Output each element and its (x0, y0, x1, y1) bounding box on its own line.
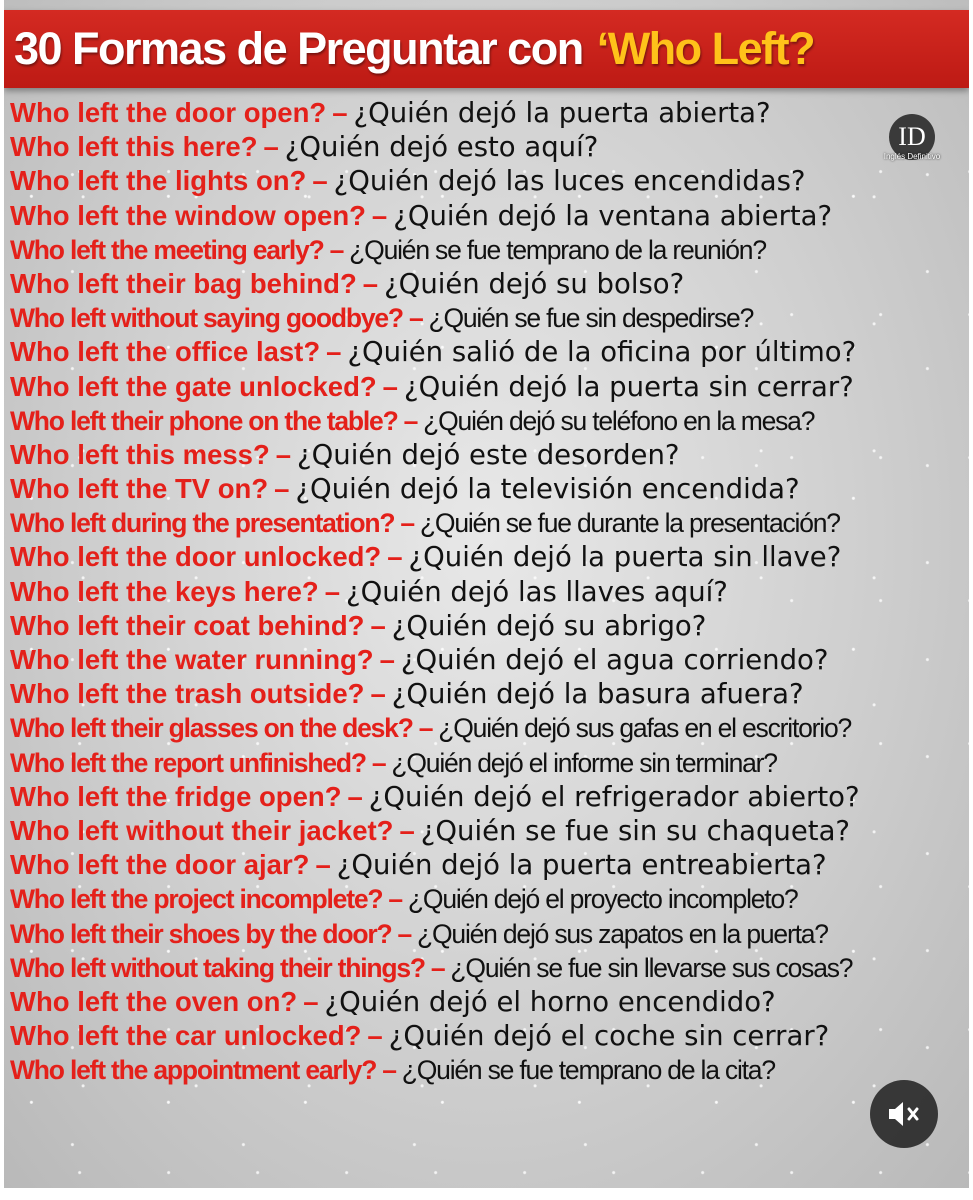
list-item (10, 985, 965, 1019)
english-phrase: Who left without their jacket? (10, 814, 394, 846)
separator-dash: – (315, 849, 331, 881)
english-phrase: Who left the trash outside? (10, 678, 365, 710)
list-item (10, 438, 965, 472)
separator-dash: – (347, 780, 363, 812)
list-item (10, 1019, 965, 1053)
list-item (10, 575, 965, 609)
page-title: 30 Formas de Preguntar con (14, 23, 583, 74)
separator-dash: – (332, 97, 348, 128)
separator-dash: – (312, 165, 328, 197)
english-phrase: Who left the office last? (10, 336, 321, 368)
list-item (10, 917, 965, 951)
separator-dash: – (329, 234, 344, 265)
spanish-translation: ¿Quién dejó las luces encendidas? (333, 165, 806, 198)
phrase-list (10, 96, 965, 1087)
list-item (10, 96, 965, 130)
title-banner (4, 10, 969, 88)
english-phrase: Who left their coat behind? (10, 609, 365, 641)
spanish-translation: ¿Quién se fue sin despedirse? (428, 303, 754, 334)
spanish-translation: ¿Quién se fue sin su chaqueta? (420, 814, 851, 847)
list-item (10, 814, 965, 848)
separator-dash: – (274, 473, 290, 505)
spanish-translation: ¿Quién dejó el coche sin cerrar? (388, 1020, 830, 1053)
english-phrase: Who left the fridge open? (10, 780, 342, 812)
spanish-translation: ¿Quién se fue durante la presentación? (419, 508, 840, 539)
list-item (10, 643, 965, 677)
english-phrase: Who left the car unlocked? (10, 1020, 362, 1052)
english-phrase: Who left the lights on? (10, 165, 307, 197)
separator-dash: – (263, 131, 279, 163)
spanish-translation: ¿Quién dejó la puerta sin llave? (408, 541, 842, 574)
spanish-translation: ¿Quién dejó su teléfono en la mesa? (423, 405, 815, 436)
spanish-translation: ¿Quién dejó la ventana abierta? (393, 199, 833, 232)
list-item (10, 335, 965, 369)
english-phrase: Who left the door ajar? (10, 849, 310, 881)
english-phrase: Who left the keys here? (10, 575, 319, 607)
list-item (10, 199, 965, 233)
list-item (10, 130, 965, 164)
separator-dash: – (430, 952, 445, 983)
separator-dash: – (418, 713, 433, 744)
infographic-card (4, 0, 969, 1188)
spanish-translation: ¿Quién dejó sus gafas en el escritorio? (438, 713, 852, 744)
spanish-translation: ¿Quién se fue sin llevarse sus cosas? (450, 952, 853, 983)
separator-dash: – (399, 814, 415, 846)
spanish-translation: ¿Quién dejó la puerta entreabierta? (336, 849, 827, 882)
english-phrase: Who left the door open? (10, 97, 327, 128)
list-item (10, 609, 965, 643)
english-phrase: Who left the water running? (10, 644, 374, 675)
separator-dash: – (408, 303, 423, 334)
separator-dash: – (379, 644, 395, 675)
separator-dash: – (403, 405, 418, 436)
separator-dash: – (382, 370, 398, 402)
separator-dash: – (367, 1020, 383, 1052)
separator-dash: – (324, 575, 340, 607)
english-phrase: Who left their glasses on the desk? (10, 713, 413, 744)
list-item (10, 677, 965, 711)
spanish-translation: ¿Quién salió de la oficina por último? (347, 336, 857, 369)
spanish-translation: ¿Quién dejó la puerta sin cerrar? (403, 370, 854, 403)
english-phrase: Who left the TV on? (10, 473, 269, 505)
list-item (10, 780, 965, 814)
english-phrase: Who left the meeting early? (10, 234, 324, 265)
spanish-translation: ¿Quién dejó las llaves aquí? (345, 575, 728, 608)
list-item (10, 848, 965, 882)
english-phrase: Who left the report unfinished? (10, 747, 366, 778)
separator-dash: – (388, 884, 402, 915)
spanish-translation: ¿Quién dejó la puerta abierta? (353, 97, 771, 129)
english-phrase: Who left the gate unlocked? (10, 370, 377, 402)
english-phrase: Who left the oven on? (10, 985, 298, 1017)
list-item (10, 267, 965, 301)
spanish-translation: ¿Quién dejó su abrigo? (391, 609, 707, 642)
list-item (10, 164, 965, 198)
spanish-translation: ¿Quién dejó el agua corriendo? (400, 644, 829, 676)
page-title-accent: ‘Who Left? (596, 23, 815, 74)
mute-button[interactable] (870, 1080, 938, 1148)
spanish-translation: ¿Quién dejó la basura afuera? (391, 678, 804, 711)
english-phrase: Who left the appointment early? (10, 1055, 377, 1086)
english-phrase: Who left the project incomplete? (10, 884, 383, 915)
english-phrase: Who left their shoes by the door? (10, 918, 392, 949)
spanish-translation: ¿Quién dejó la televisión encendida? (295, 473, 800, 506)
spanish-translation: ¿Quién dejó esto aquí? (284, 131, 599, 164)
english-phrase: Who left without taking their things? (10, 952, 425, 983)
list-item (10, 472, 965, 506)
list-item (10, 711, 965, 745)
english-phrase: Who left this mess? (10, 438, 270, 470)
list-item (10, 301, 965, 335)
list-item (10, 540, 965, 574)
list-item (10, 882, 965, 916)
spanish-translation: ¿Quién dejó el proyecto incompleto? (407, 884, 798, 915)
separator-dash: – (275, 438, 292, 470)
separator-dash: – (400, 508, 414, 539)
spanish-translation: ¿Quién dejó el refrigerador abierto? (368, 780, 860, 813)
logo-subtitle: Inglés Definitivo (883, 152, 941, 161)
brand-logo (876, 114, 948, 166)
english-phrase: Who left this here? (10, 131, 258, 163)
spanish-translation: ¿Quién dejó este desorden? (297, 438, 680, 471)
separator-dash: – (371, 747, 386, 778)
english-phrase: Who left the door unlocked? (10, 541, 382, 573)
separator-dash: – (362, 267, 379, 299)
spanish-translation: ¿Quién se fue temprano de la reunión? (349, 234, 766, 265)
list-item (10, 951, 965, 985)
english-phrase: Who left their phone on the table? (10, 405, 398, 436)
spanish-translation: ¿Quién se fue temprano de la cita? (401, 1055, 775, 1086)
separator-dash: – (370, 609, 386, 641)
english-phrase: Who left during the presentation? (10, 508, 395, 539)
separator-dash: – (370, 678, 386, 710)
list-item (10, 1053, 965, 1087)
logo-initials: ID (889, 114, 935, 160)
english-phrase: Who left without saying goodbye? (10, 303, 403, 334)
separator-dash: – (382, 1055, 396, 1086)
separator-dash: – (371, 199, 388, 231)
spanish-translation: ¿Quién dejó el informe sin terminar? (391, 747, 777, 778)
speaker-muted-icon (886, 1099, 922, 1129)
list-item (10, 233, 965, 267)
list-item (10, 746, 965, 780)
spanish-translation: ¿Quién dejó sus zapatos en la puerta? (417, 918, 828, 949)
separator-dash: – (303, 985, 319, 1017)
separator-dash: – (397, 918, 412, 949)
spanish-translation: ¿Quién dejó el horno encendido? (324, 985, 776, 1018)
list-item (10, 370, 965, 404)
list-item (10, 506, 965, 540)
english-phrase: Who left their bag behind? (10, 267, 357, 299)
spanish-translation: ¿Quién dejó su bolso? (384, 267, 685, 300)
separator-dash: – (387, 541, 403, 573)
separator-dash: – (326, 336, 342, 368)
english-phrase: Who left the window open? (10, 199, 366, 231)
list-item (10, 404, 965, 438)
